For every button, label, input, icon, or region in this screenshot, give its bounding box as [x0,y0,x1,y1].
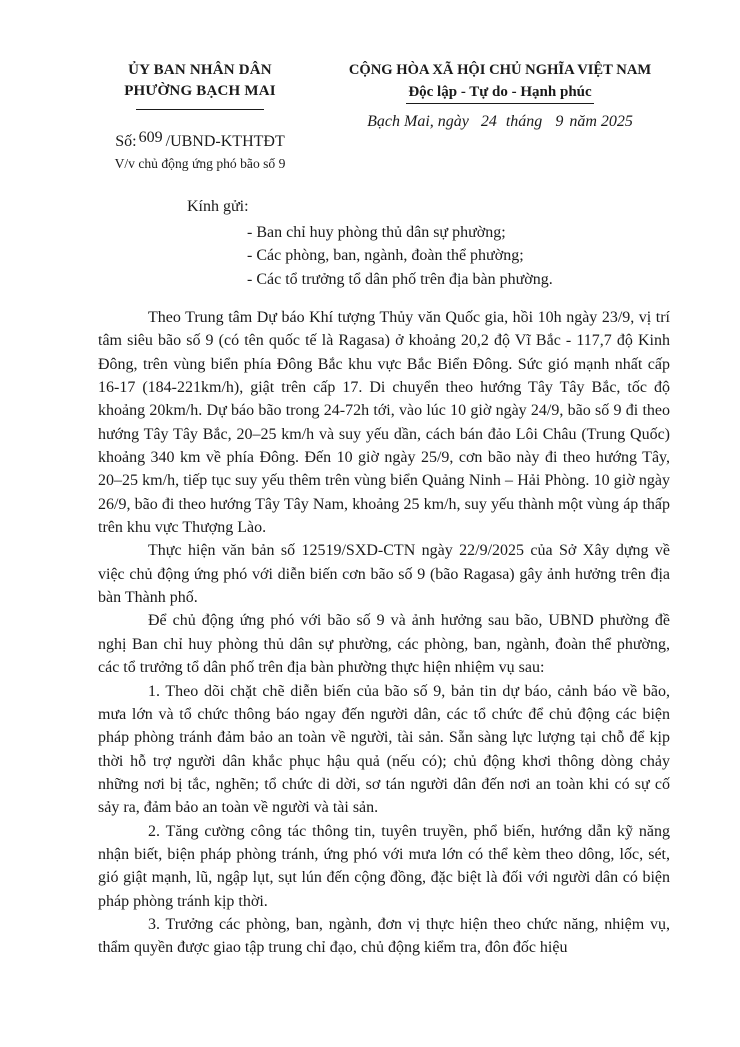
document-number-value: 609 [138,129,163,146]
date-day: 24 [480,113,497,130]
issuer-divider-rule [136,109,264,110]
recipient-item: - Ban chỉ huy phòng thủ dân sự phường; [247,224,506,241]
date-month-label: tháng [505,113,543,130]
recipient-item: - Các phòng, ban, ngành, đoàn thể phường; [247,247,524,265]
body-paragraph-task-3: 3. Trưởng các phòng, ban, ngành, đơn vị thực hiện theo chức năng, nhiệm vụ, thẩm quyền được giao tập trung chỉ đạo, chủ động kiểm tra, đôn đốc hiệu [98,915,670,957]
national-header-block [328,60,672,131]
recipient-list [247,221,553,291]
body-paragraph-task-1: 1. Theo dõi chặt chẽ diễn biến của bão số 9, bản tin dự báo, cảnh báo về bão, mưa lớn và tổ chức thông báo ngay đến người dân, các tổ chức để chủ động các biện pháp phòng tránh đảm bảo an toàn về người, tài sản. Sẵn sàng lực lượng tại chỗ để kịp thời hỗ trợ người dân khắc phục hậu quả (nếu có); chủ động khơi thông dòng chảy những nơi bị tắc, nghẽn; tổ chức di dời, sơ tán người dân đến nơi an toàn khi có sự cố sảy ra, đảm bảo an toàn về người và tài sản. [98,682,670,817]
national-title: CỘNG HÒA XÃ HỘI CHỦ NGHĨA VIỆT NAM [348,62,652,78]
date-prefix: Bạch Mai, ngày [367,113,469,130]
body-paragraph-directive-lead: Để chủ động ứng phó với bão số 9 và ảnh hưởng sau bão, UBND phường đề nghị Ban chỉ huy phòng thủ dân sự phường, các phòng, ban, ngành, đoàn thể phường, các tổ trưởng tổ dân phố trên địa bàn phường thực hiện nhiệm vụ sau: [98,612,670,677]
date-month: 9 [555,113,564,130]
document-number-label: Số: [115,133,137,150]
body-paragraph-intro-forecast: Theo Trung tâm Dự báo Khí tượng Thủy văn Quốc gia, hồi 10h ngày 23/9, vị trí tâm siêu bão số 9 (có tên quốc tế là Ragasa) ở khoảng 20,2 độ Vĩ Bắc - 117,7 độ Kinh Đông, trên vùng biển phía Đông Bắc khu vực Bắc Biển Đông. Sức gió mạnh nhất cấp 16-17 (184-221km/h), giật trên cấp 17. Di chuyển theo hướng Tây Tây Bắc, tốc độ khoảng 20km/h. Dự báo bão trong 24-72h tới, vào lúc 10 giờ ngày 24/9, bão số 9 đi theo hướng Tây Tây Bắc, 20–25 km/h và suy yếu dần, cách bán đảo Lôi Châu (Trung Quốc) khoảng 340 km về phía Đông. Đến 10 giờ ngày 25/9, cơn bão này đi theo hướng Tây, 20–25 km/h, tiếp tục suy yếu thêm trên vùng biển Quảng Ninh – Hải Phòng. 10 giờ ngày 26/9, bão đi theo hướng Tây Tây Nam, khoảng 25 km/h, suy yếu thành một vùng áp thấp trên khu vực Thượng Lào. [98,309,670,537]
salutation-label: Kính gửi: [187,198,249,215]
place-date-line [328,113,672,131]
date-year-label: năm 2025 [569,113,633,130]
issuer-name-line2: PHƯỜNG BẠCH MAI [124,83,276,99]
issuer-name-line1: ỦY BAN NHÂN DÂN [128,62,272,78]
national-motto: Độc lập - Tự do - Hạnh phúc [406,83,593,104]
document-body [98,306,670,960]
recipient-item: - Các tổ trưởng tổ dân phố trên địa bàn phường. [247,270,553,288]
document-number-line [70,129,330,151]
issuer-block [70,60,330,110]
document-number-suffix: /UBND-KTHTĐT [165,133,285,150]
document-subject: V/v chủ động ứng phó bão số 9 [114,156,286,171]
body-paragraph-task-2: 2. Tăng cường công tác thông tin, tuyên truyền, phổ biến, hướng dẫn kỹ năng nhận biết, biện pháp phòng tránh, ứng phó với mưa lớn có thể kèm theo dông, lốc, sét, gió giật mạnh, lũ, ngập lụt, sụt lún đến cộng đồng, đặc biệt là đối với người dân có biện pháp phòng tránh kịp thời. [98,822,670,910]
body-paragraph-legal-basis: Thực hiện văn bản số 12519/SXD-CTN ngày 22/9/2025 của Sở Xây dựng về việc chủ động ứng phó với diễn biến cơn bão số 9 (bão Ragasa) gây ảnh hưởng trên địa bàn Thành phố. [98,542,670,607]
